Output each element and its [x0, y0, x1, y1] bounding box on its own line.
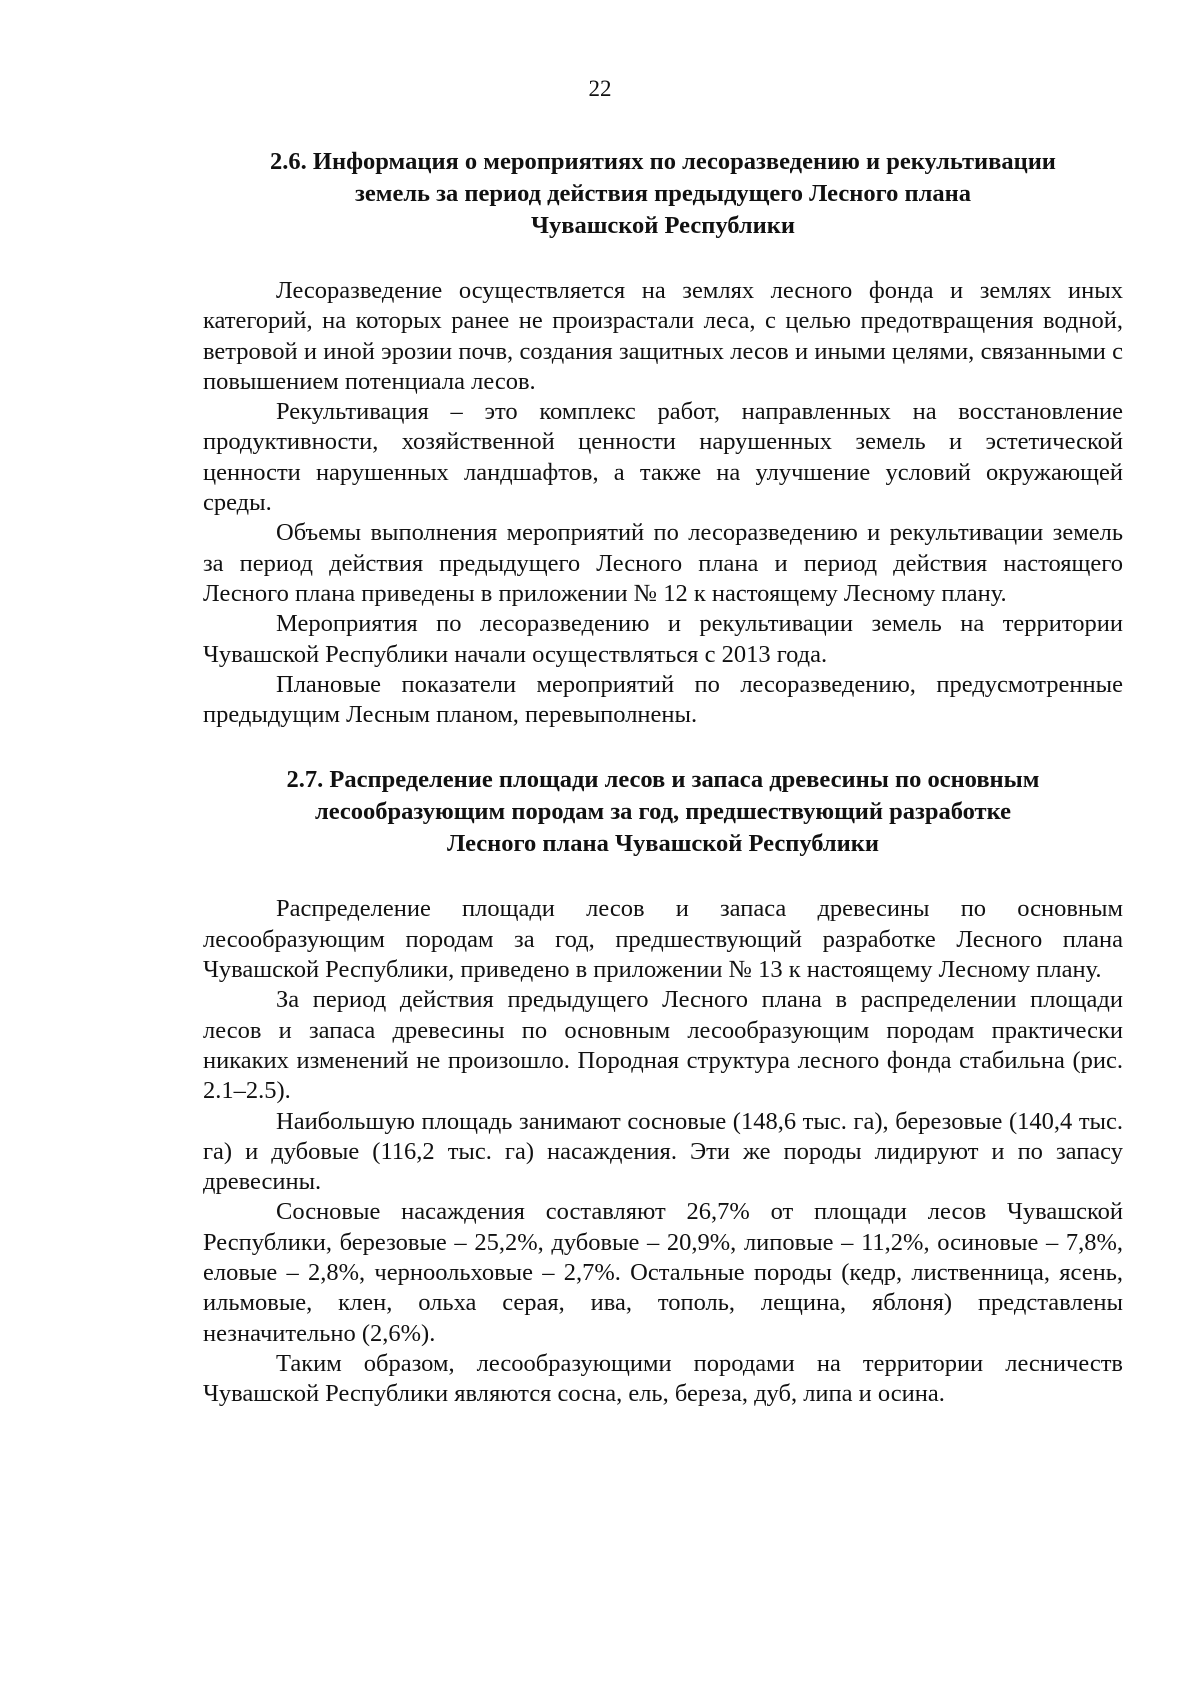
heading-line: 2.7. Распределение площади лесов и запаса древесины по основным [286, 766, 1040, 794]
paragraph: Распределение площади лесов и запаса древесины по основным лесообразующим породам за год, предшествующий разработке Лесного плана Чувашской Республики, приведено в приложении № 13 к настоящему Лесному плану. [203, 895, 1123, 984]
page-content [203, 146, 1123, 1410]
paragraph: Объемы выполнения мероприятий по лесоразведению и рекультивации земель за период действия предыдущего Лесного плана и период действия настоящего Лесного плана приведены в приложении № 12 к настоящему Лесному плану. [203, 519, 1123, 607]
paragraph: Плановые показатели мероприятий по лесоразведению, предусмотренные предыдущим Лесным планом, перевыполнены. [203, 670, 1123, 729]
section-heading-2-7 [203, 764, 1123, 860]
heading-line: Чувашской Республики [530, 212, 796, 239]
paragraph: За период действия предыдущего Лесного плана в распределении площади лесов и запаса древесины по основным лесообразующим породам практически никаких изменений не произошло. Породная структура лесного фонда стабильна (рис. 2.1–2.5). [203, 986, 1123, 1105]
section-heading-2-6 [203, 146, 1123, 242]
heading-line: 2.6. Информация о мероприятиях по лесоразведению и рекультивации [270, 148, 1056, 175]
paragraph: Сосновые насаждения составляют 26,7% от площади лесов Чувашской Республики, березовые – 25,2%, дубовые – 20,9%, липовые – 11,2%, осиновые – 7,8%, еловые – 2,8%, черноольховые – 2,7%. Остальные породы (кедр, лиственница, ясень, ильмовые, клен, ольха серая, ива, тополь, лещина, яблоня) представлены незначительно (2,6%). [203, 1198, 1123, 1347]
paragraph: Наибольшую площадь занимают сосновые (148,6 тыс. га), березовые (140,4 тыс. га) и дубовые (116,2 тыс. га) насаждения. Эти же породы лидируют и по запасу древесины. [203, 1107, 1123, 1196]
paragraph: Мероприятия по лесоразведению и рекультивации земель на территории Чувашской Республики начали осуществляться с 2013 года. [203, 610, 1123, 668]
heading-line: земель за период действия предыдущего Лесного плана [355, 180, 971, 207]
page-number: 22 [588, 76, 612, 101]
paragraph: Таким образом, лесообразующими породами на территории лесничеств Чувашской Республики являются сосна, ель, береза, дуб, липа и осина. [203, 1349, 1123, 1408]
paragraph: Лесоразведение осуществляется на землях лесного фонда и землях иных категорий, на которых ранее не произрастали леса, с целью предотвращения водной, ветровой и иной эрозии почв, создания защитных лесов и иными целями, связанными с повышением потенциала лесов. [203, 277, 1123, 395]
heading-line: лесообразующим породам за год, предшествующий разработке [315, 798, 1011, 826]
paragraph: Рекультивация – это комплекс работ, направленных на восстановление продуктивности, хозяйственной ценности нарушенных земель и эстетической ценности нарушенных ландшафтов, а также на улучшение условий окружающей среды. [203, 398, 1123, 517]
heading-line: Лесного плана Чувашской Республики [446, 830, 880, 858]
